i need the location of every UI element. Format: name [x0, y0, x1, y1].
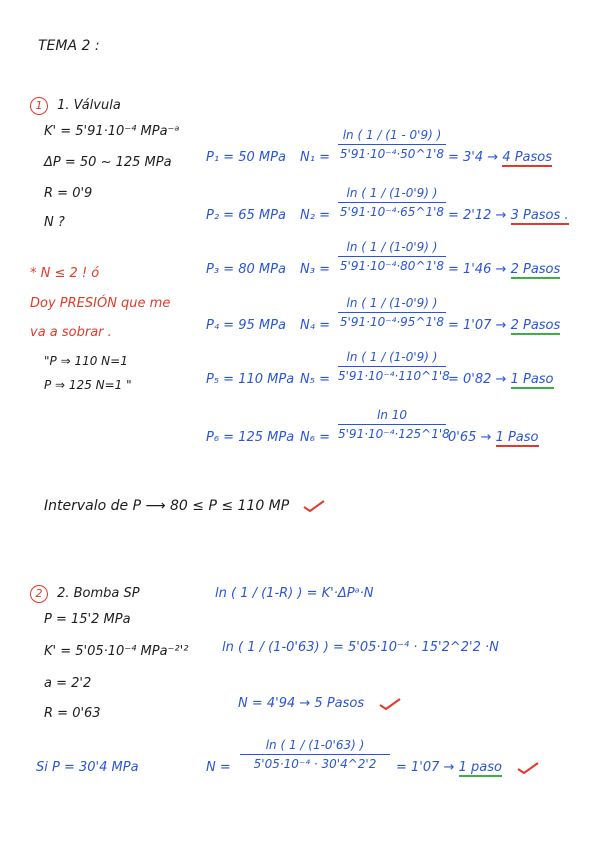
p2-si-label: Si P = 30'4 MPa [36, 760, 139, 775]
row-result: = 3'4 → 4 Pasos [448, 150, 553, 165]
row-result: = 0'82 → 1 Paso [448, 372, 554, 387]
p2-last-result: = 1'07 → 1 paso [396, 760, 540, 775]
row-pressure: P₅ = 110 MPa [206, 372, 295, 387]
p2-substitution: ln ( 1 / (1-0'63) ) = 5'05·10⁻⁴ · 15'2^2'2 ·N [222, 640, 499, 655]
p2-given-k: K' = 5'05·10⁻⁴ MPa⁻²'² [44, 644, 189, 659]
page-title: TEMA 2 : [38, 38, 100, 54]
given-n: N ? [44, 215, 65, 230]
interval-text: Intervalo de P ⟶ 80 ≤ P ≤ 110 MP [44, 498, 326, 514]
p2-last-fraction: ln ( 1 / (1-0'63) ) 5'05·10⁻⁴ · 30'4^2'2 [240, 738, 390, 771]
row-pressure: P₂ = 65 MPa [206, 208, 286, 223]
row-pressure: P₄ = 95 MPa [206, 318, 286, 333]
row-n-label: N₁ = [300, 150, 330, 165]
note-line-1: * N ≤ 2 ! ó [30, 266, 100, 281]
row-fraction: ln ( 1 / (1-0'9) ) 5'91·10⁻⁴·80^1'8 [339, 240, 445, 273]
row-n-label: N₄ = [300, 318, 330, 333]
problem-2-heading: 2 2. Bomba SP [30, 582, 140, 603]
row-result: = 1'46 → 2 Pasos [448, 262, 561, 277]
given-k: K' = 5'91·10⁻⁴ MPa⁻ᵃ [44, 124, 180, 139]
row-n-label: N₂ = [300, 208, 330, 223]
row-fraction: ln ( 1 / (1 - 0'9) ) 5'91·10⁻⁴·50^1'8 [339, 128, 445, 161]
check-icon [378, 697, 402, 711]
check-icon [516, 761, 540, 775]
row-fraction: ln ( 1 / (1-0'9) ) 5'91·10⁻⁴·65^1'8 [339, 186, 445, 219]
row-result: 0'65 → 1 Paso [448, 430, 539, 445]
p2-n-result: N = 4'94 → 5 Pasos [238, 696, 402, 711]
given-r: R = 0'9 [44, 186, 93, 201]
row-fraction: ln 10 5'91·10⁻⁴·125^1'8 [338, 408, 450, 441]
row-n-label: N₆ = [300, 430, 330, 445]
p2-given-a: a = 2'2 [44, 676, 92, 691]
given-dp: ΔP = 50 ~ 125 MPa [44, 155, 172, 170]
problem-1-heading: 1 1. Válvula [30, 94, 121, 115]
row-pressure: P₃ = 80 MPa [206, 262, 286, 277]
p2-formula: ln ( 1 / (1-R) ) = K'·ΔPᵃ·N [215, 586, 374, 601]
row-n-label: N₅ = [300, 372, 330, 387]
note-line-3: va a sobrar . [30, 325, 112, 340]
note-line-2: Doy PRESIÓN que me [30, 296, 171, 311]
row-fraction: ln ( 1 / (1-0'9) ) 5'91·10⁻⁴·95^1'8 [339, 296, 445, 329]
note-line-4: "P ⇒ 110 N=1 [44, 354, 128, 368]
p2-given-p: P = 15'2 MPa [44, 612, 131, 627]
p2-given-r: R = 0'63 [44, 706, 101, 721]
row-fraction: ln ( 1 / (1-0'9) ) 5'91·10⁻⁴·110^1'8 [338, 350, 450, 383]
row-result: = 1'07 → 2 Pasos [448, 318, 561, 333]
row-result: = 2'12 → 3 Pasos . [448, 208, 569, 223]
p2-n-eq: N = [206, 760, 231, 775]
note-line-5: P ⇒ 125 N=1 " [44, 378, 132, 392]
row-pressure: P₁ = 50 MPa [206, 150, 286, 165]
row-n-label: N₃ = [300, 262, 330, 277]
row-pressure: P₆ = 125 MPa [206, 430, 295, 445]
check-icon [302, 499, 326, 513]
